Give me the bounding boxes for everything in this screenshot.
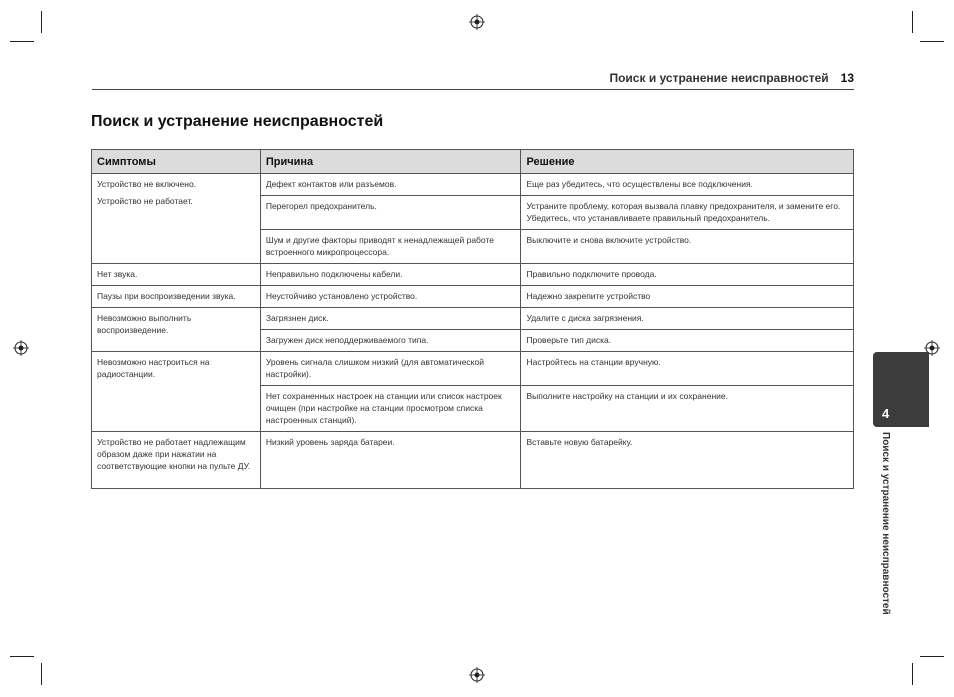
registration-mark-icon [469, 667, 485, 683]
cause-cell: Шум и другие факторы приводят к ненадлежащей работе встроенного микропроцессора. [260, 230, 521, 264]
solution-cell: Проверьте тип диска. [521, 330, 854, 352]
cause-cell: Загружен диск неподдерживаемого типа. [260, 330, 521, 352]
cause-cell: Неправильно подключены кабели. [260, 264, 521, 286]
solution-cell: Еще раз убедитесь, что осуществлены все подключения. [521, 174, 854, 196]
solution-cell: Удалите с диска загрязнения. [521, 308, 854, 330]
table-header-row [92, 150, 854, 174]
crop-mark [41, 663, 42, 685]
solution-cell: Надежно закрепите устройство [521, 286, 854, 308]
registration-mark-icon [13, 340, 29, 356]
crop-mark [912, 663, 913, 685]
symptom-cell: Невозможно выполнить воспроизведение. [92, 308, 261, 352]
symptom-cell: Устройство не работает надлежащим образом даже при нажатии на соответствующие кнопки на пульте ДУ. [92, 432, 261, 489]
crop-mark [41, 11, 42, 33]
troubleshooting-table [91, 149, 854, 489]
cause-cell: Нет сохраненных настроек на станции или список настроек очищен (при настройке на станции просмотром списка настроенных станций). [260, 386, 521, 432]
cause-cell: Низкий уровень заряда батареи. [260, 432, 521, 489]
table-row [92, 174, 854, 196]
crop-mark [920, 656, 944, 657]
symptom-text: Устройство не включено. [97, 179, 197, 189]
cause-cell: Неустойчиво установлено устройство. [260, 286, 521, 308]
solution-cell: Вставьте новую батарейку. [521, 432, 854, 489]
cause-cell: Дефект контактов или разъемов. [260, 174, 521, 196]
column-header-symptoms: Симптомы [92, 150, 261, 174]
symptom-cell: Паузы при воспроизведении звука. [92, 286, 261, 308]
symptom-cell: Невозможно настроиться на радиостанции. [92, 352, 261, 432]
crop-mark [10, 41, 34, 42]
solution-cell: Устраните проблему, которая вызвала плавку предохранителя, и замените его. Убедитесь, что устанавливаете правильный предохранитель. [521, 196, 854, 230]
crop-mark [920, 41, 944, 42]
solution-cell: Правильно подключите провода. [521, 264, 854, 286]
solution-cell: Настройтесь на станции вручную. [521, 352, 854, 386]
solution-cell: Выполните настройку на станции и их сохранение. [521, 386, 854, 432]
cause-cell: Загрязнен диск. [260, 308, 521, 330]
symptom-text: Устройство не работает. [97, 196, 193, 206]
table-row [92, 264, 854, 286]
crop-mark [912, 11, 913, 33]
registration-mark-icon [469, 14, 485, 30]
cause-cell: Уровень сигнала слишком низкий (для автоматической настройки). [260, 352, 521, 386]
symptom-cell [92, 174, 261, 264]
crop-mark [10, 656, 34, 657]
table-row [92, 352, 854, 386]
running-header-title: Поиск и устранение неисправностей [609, 71, 829, 85]
symptom-cell: Нет звука. [92, 264, 261, 286]
chapter-tab [873, 352, 929, 427]
chapter-number: 4 [882, 406, 890, 421]
table-row [92, 286, 854, 308]
column-header-cause: Причина [260, 150, 521, 174]
running-header [92, 71, 854, 90]
page-number: 13 [840, 71, 854, 85]
page-title: Поиск и устранение неисправностей [91, 113, 384, 130]
cause-cell: Перегорел предохранитель. [260, 196, 521, 230]
chapter-tab-label: Поиск и устранение неисправностей [880, 432, 891, 615]
table-row [92, 432, 854, 489]
column-header-solution: Решение [521, 150, 854, 174]
table-row [92, 308, 854, 330]
solution-cell: Выключите и снова включите устройство. [521, 230, 854, 264]
